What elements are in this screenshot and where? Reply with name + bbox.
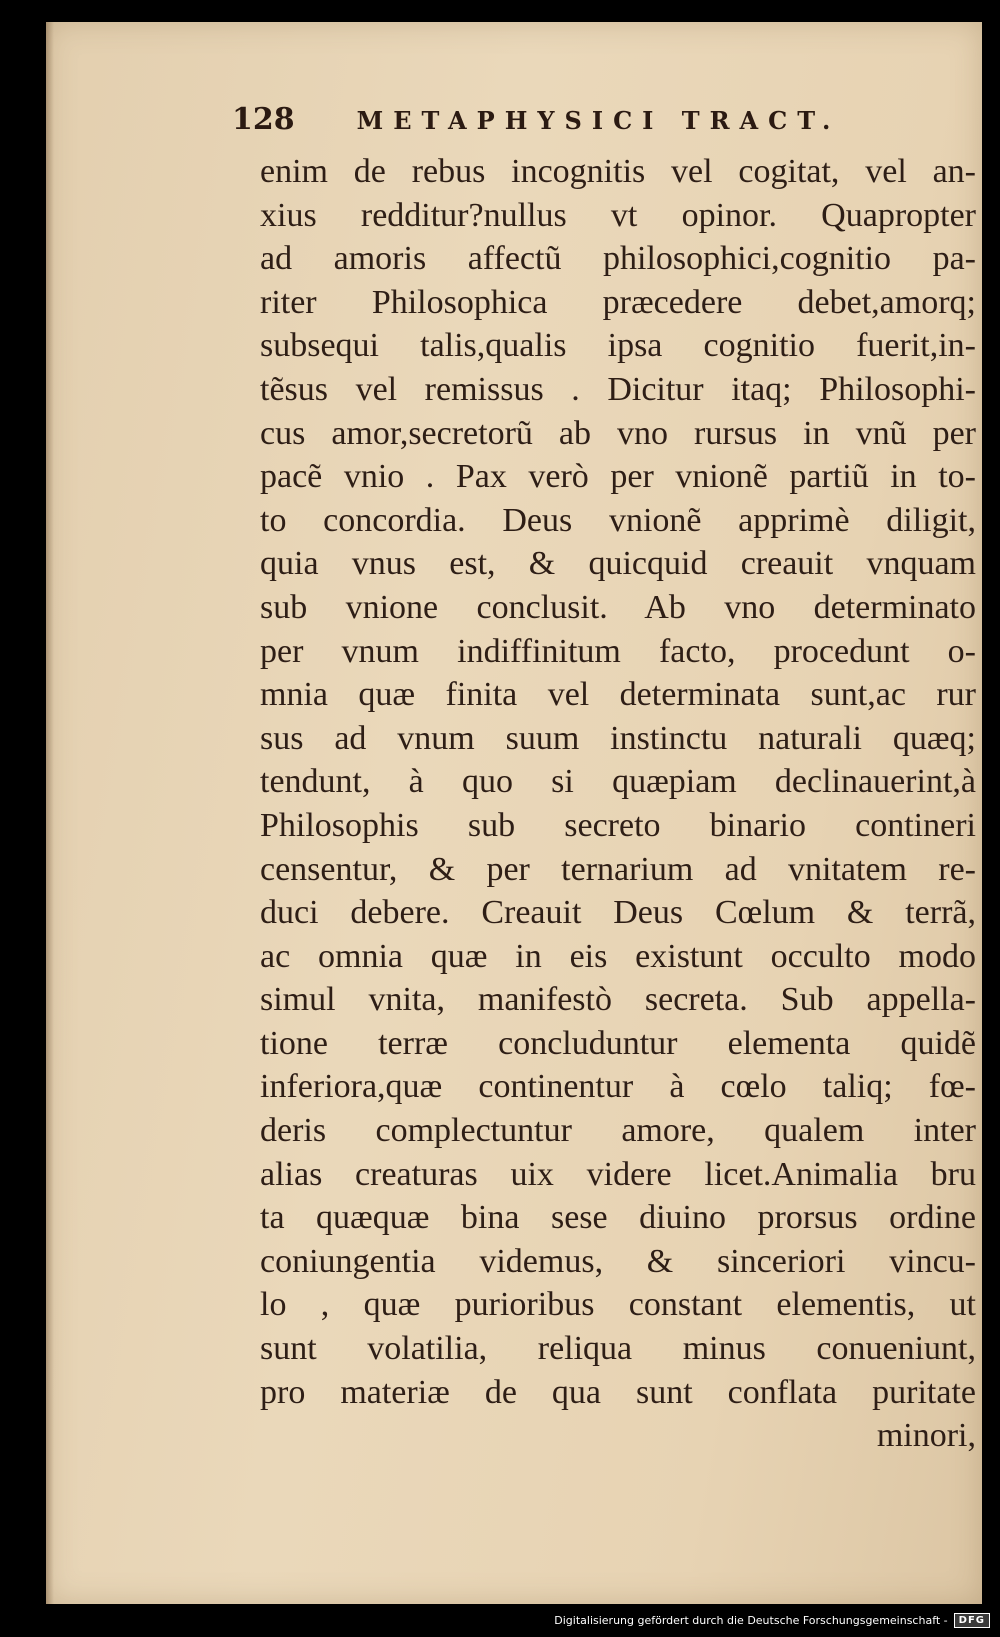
text-line: tione terræ concluduntur elementa quidẽ <box>260 1024 976 1062</box>
text-line: xius redditur?nullus vt opinor. Quapropter <box>260 196 976 234</box>
footer-credit: Digitalisierung gefördert durch die Deutsche Forschungsgemeinschaft - <box>554 1613 948 1627</box>
text-line: per vnum indiffinitum facto, procedunt o- <box>260 632 976 670</box>
running-title: METAPHYSICI TRACT. <box>356 106 841 135</box>
text-line: subsequi talis,qualis ipsa cognitio fuerit,in- <box>260 327 976 365</box>
page-gutter-shadow <box>46 22 54 1604</box>
text-line: to concordia. Deus vnionẽ apprimè diligit, <box>260 501 976 539</box>
page-number: 128 <box>232 102 295 137</box>
body-text <box>260 150 976 1458</box>
text-line: riter Philosophica præcedere debet,amorq; <box>260 283 976 321</box>
text-line: sus ad vnum suum instinctu naturali quæq; <box>260 719 976 757</box>
text-line: cus amor,secretorũ ab vno rursus in vnũ per <box>260 414 976 452</box>
text-line: tendunt, à quo si quæpiam declinauerint,à <box>260 763 976 801</box>
dfg-logo-icon: DFG <box>954 1613 990 1628</box>
text-line: minori, <box>876 1417 976 1455</box>
text-line: pacẽ vnio . Pax verò per vnionẽ partiũ in to- <box>260 458 976 496</box>
text-line: ad amoris affectũ philosophici,cognitio pa- <box>260 240 976 278</box>
text-line: sub vnione conclusit. Ab vno determinato <box>260 588 976 626</box>
text-line: alias creaturas uix videre licet.Animalia bru <box>260 1155 976 1193</box>
text-line: pro materiæ de qua sunt conflata puritate <box>260 1373 976 1411</box>
text-line: quia vnus est, & quicquid creauit vnquam <box>260 545 976 583</box>
text-line: inferiora,quæ continentur à cœlo taliq; fœ- <box>260 1068 976 1106</box>
text-line: tẽsus vel remissus . Dicitur itaq; Philosophi- <box>260 370 976 408</box>
text-line: mnia quæ finita vel determinata sunt,ac rur <box>260 676 976 714</box>
text-line: simul vnita, manifestò secreta. Sub appella- <box>260 981 976 1019</box>
text-line: lo , quæ purioribus constant elementis, ut <box>260 1286 976 1324</box>
digitization-footer <box>0 1609 1000 1631</box>
text-line: deris complectuntur amore, qualem inter <box>260 1112 976 1150</box>
text-line: ta quæquæ bina sese diuino prorsus ordine <box>260 1199 976 1237</box>
text-line: coniungentia videmus, & sinceriori vincu- <box>260 1242 976 1280</box>
text-line: sunt volatilia, reliqua minus conueniunt, <box>260 1330 976 1368</box>
running-head <box>232 102 912 137</box>
text-line: ac omnia quæ in eis existunt occulto modo <box>260 937 976 975</box>
text-line: enim de rebus incognitis vel cogitat, vel an- <box>260 153 976 190</box>
text-line: censentur, & per ternarium ad vnitatem re- <box>260 850 976 888</box>
text-line: Philosophis sub secreto binario contineri <box>260 806 976 844</box>
book-page <box>46 22 982 1604</box>
text-line: duci debere. Creauit Deus Cœlum & terrã, <box>260 894 976 932</box>
